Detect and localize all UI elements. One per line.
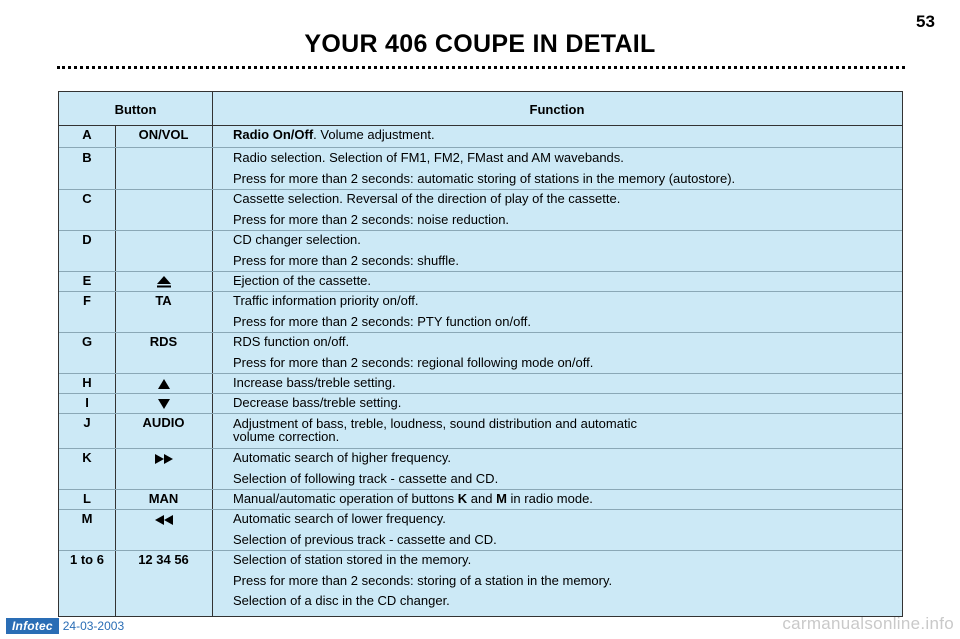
up-arrow-icon — [158, 379, 170, 389]
function-text: CD changer selection. — [233, 232, 361, 247]
dotted-rule — [57, 66, 905, 69]
table-row — [59, 230, 902, 272]
row-letter: B — [82, 150, 92, 165]
function-text: Press for more than 2 seconds: regional following mode on/off. — [233, 354, 594, 370]
function-text-bold: Radio On/Off — [233, 127, 314, 142]
table-row — [59, 373, 902, 394]
row-letter: E — [82, 273, 92, 288]
eject-icon — [157, 276, 171, 288]
function-text: Cassette selection. Reversal of the direction of play of the cassette. — [233, 191, 621, 206]
row-letter: G — [81, 334, 93, 349]
function-text: Adjustment of bass, treble, loudness, sound distribution and automatic — [233, 416, 637, 431]
function-text: Selection of previous track - cassette and CD. — [233, 531, 497, 547]
row-letter: C — [82, 191, 92, 206]
function-text: Automatic search of lower frequency. — [233, 511, 446, 526]
row-letter: 1 to 6 — [70, 552, 104, 567]
table-row — [59, 332, 902, 374]
function-text-bold: K — [457, 491, 468, 506]
table-row — [59, 550, 902, 614]
watermark: carmanualsonline.info — [782, 614, 954, 633]
button-label: RDS — [149, 334, 178, 349]
button-label: TA — [155, 293, 172, 308]
row-letter: A — [82, 127, 92, 142]
function-text: in radio mode. — [506, 491, 593, 506]
row-letter: D — [82, 232, 92, 247]
function-text: Press for more than 2 seconds: noise reduction. — [233, 211, 510, 227]
footer — [0, 617, 124, 635]
function-text: RDS function on/off. — [233, 334, 350, 349]
row-letter: H — [82, 375, 92, 390]
controls-table — [58, 91, 903, 617]
function-text: Radio selection. Selection of FM1, FM2, FMast and AM wavebands. — [233, 150, 624, 165]
function-text: Selection of station stored in the memory. — [233, 552, 472, 567]
table-row — [59, 413, 902, 449]
table-row — [59, 125, 902, 148]
function-text: Increase bass/treble setting. — [233, 375, 396, 390]
row-letter: I — [85, 395, 89, 410]
table-row — [59, 271, 902, 292]
table-row — [59, 393, 902, 414]
header-function: Function — [529, 102, 585, 117]
fast-forward-icon — [155, 454, 173, 464]
function-text: Automatic search of higher frequency. — [233, 450, 451, 465]
button-label: ON/VOL — [138, 127, 189, 142]
table-row — [59, 489, 902, 510]
function-text: Ejection of the cassette. — [233, 273, 372, 288]
header-button: Button — [114, 102, 157, 117]
function-text: Traffic information priority on/off. — [233, 293, 419, 308]
row-letter: M — [81, 511, 93, 526]
page-title: YOUR 406 COUPE IN DETAIL — [304, 30, 656, 58]
row-letter: J — [83, 415, 91, 430]
button-label: AUDIO — [142, 415, 185, 430]
function-text: and — [467, 491, 497, 506]
function-text: Press for more than 2 seconds: automatic storing of stations in the memory (autostore). — [233, 170, 736, 186]
row-letter: K — [82, 450, 92, 465]
function-text: Selection of a disc in the CD changer. — [233, 593, 450, 608]
function-text: Selection of following track - cassette and CD. — [233, 470, 499, 486]
table-row — [59, 448, 902, 490]
table-row — [59, 189, 902, 231]
function-text: Decrease bass/treble setting. — [233, 395, 402, 410]
table-header — [59, 92, 902, 126]
table-row — [59, 148, 902, 190]
function-text: Press for more than 2 seconds: storing of a station in the memory. — [233, 572, 613, 588]
row-letter: L — [83, 491, 91, 506]
function-text: Manual/automatic operation of buttons — [233, 491, 458, 506]
function-text: Press for more than 2 seconds: PTY function on/off. — [233, 313, 531, 329]
rewind-icon — [155, 515, 173, 525]
page-number: 53 — [916, 12, 935, 31]
infotec-logo: Infotec — [6, 618, 59, 634]
function-text: Press for more than 2 seconds: shuffle. — [233, 252, 459, 268]
down-arrow-icon — [158, 399, 170, 409]
row-letter: F — [83, 293, 91, 308]
button-label: 12 34 56 — [138, 552, 189, 567]
function-text: . Volume adjustment. — [313, 127, 435, 142]
table-row — [59, 291, 902, 333]
button-label: MAN — [148, 491, 179, 506]
footer-date: 24-03-2003 — [62, 619, 125, 633]
function-text-bold: M — [496, 491, 507, 506]
function-text: volume correction. — [233, 429, 340, 444]
table-row — [59, 509, 902, 551]
